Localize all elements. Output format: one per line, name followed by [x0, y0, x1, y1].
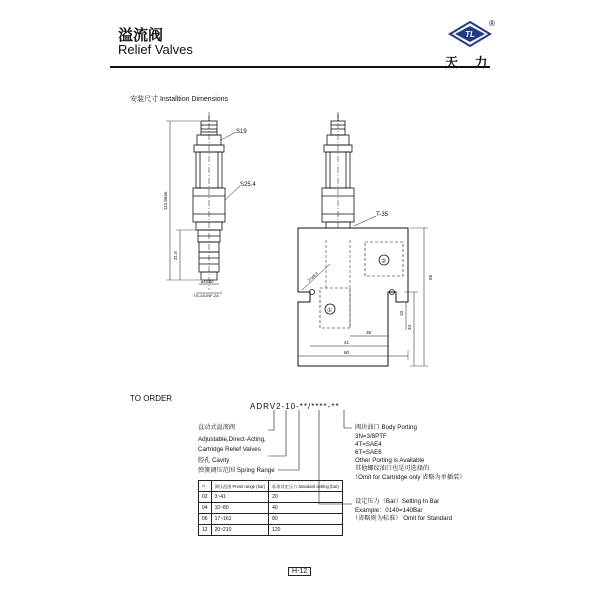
dim-60-label: 60: [344, 350, 350, 355]
body-porting-heading: 阀块油口 Body Porting: [355, 424, 417, 431]
cavity-item: 腔孔 Cavity: [198, 457, 230, 464]
valve-type-cn: 直动式溢流阀: [198, 424, 236, 431]
dim-38-label: 38: [366, 330, 372, 335]
setting-example: Example：0140=140Bar: [355, 507, 423, 514]
table-row: 06 17~161 80: [199, 514, 343, 525]
diameter-label: ø15.80: [201, 279, 214, 284]
dim-mid-label: 34: [407, 324, 412, 330]
section-label: 安装尺寸 Installtion Dimensions: [130, 96, 229, 103]
dim-low-label: 10: [399, 310, 404, 316]
page-title-en: Relief Valves: [118, 42, 193, 57]
cartridge-side-view: [166, 112, 240, 293]
overall-length-label: 112.8mm: [163, 191, 168, 210]
hex2-label: S25.4: [240, 182, 256, 188]
port-1-label: ①: [327, 308, 333, 314]
porting-4t: 4T=SAE4: [355, 441, 382, 448]
dim-height-label: 58: [428, 274, 433, 280]
logo-text: 天 力: [445, 56, 494, 71]
port-size-label: 2×ø8.3: [306, 270, 320, 283]
page-title-cn: 溢流阀: [118, 27, 164, 44]
setting-omit: （省略则为标准） Omit for Standard: [352, 515, 453, 522]
col-code: **: [199, 481, 212, 492]
col-standard: 标准设定压力 Standard setting (bar): [269, 481, 343, 492]
porting-6t: 6T=SAE6: [355, 449, 382, 456]
table-header-row: [199, 481, 343, 492]
spring-range-item: 弹簧调压范围 Spring Range: [198, 467, 275, 474]
spring-range-table: [198, 480, 343, 536]
col-range: 调压范围 Press range (bar): [211, 481, 269, 492]
order-heading: TO ORDER: [130, 394, 173, 403]
logo-mark: TL: [465, 30, 475, 39]
valve-type-en-2: Cartridge Relief Valves: [198, 446, 261, 453]
porting-other-en: Other Porting is Available: [355, 457, 425, 464]
port-2-label: ②: [381, 259, 387, 265]
porting-3n: 3N=3/8PTF: [355, 433, 387, 440]
table-row: 04 10~80 40: [199, 503, 343, 514]
page-number: H-12: [288, 567, 311, 576]
valve-type-en-1: Adjustable,Direct-Acting,: [198, 436, 266, 443]
setting-heading: 设定压力（Bar）Setting In Bar: [355, 498, 440, 505]
porting-other-cn: 其他螺纹油口也是可选择的: [355, 465, 430, 472]
lower-length-label: 31.8: [173, 251, 178, 260]
table-row: 12 20~210 120: [199, 525, 343, 536]
dim-41-label: 41: [344, 340, 350, 345]
table-row: 02 3~41 20: [199, 492, 343, 503]
model-code: ADRV2-10-**/****-**: [250, 402, 340, 411]
registered-mark: ®: [489, 19, 495, 28]
hex1-label: S19: [236, 129, 247, 135]
cavity-label: T-35: [376, 212, 389, 218]
thread-label: 7/8-14UNF-2A: [193, 293, 219, 298]
porting-omit: （Omit for Cartridge only 省略为单插装）: [352, 474, 466, 481]
